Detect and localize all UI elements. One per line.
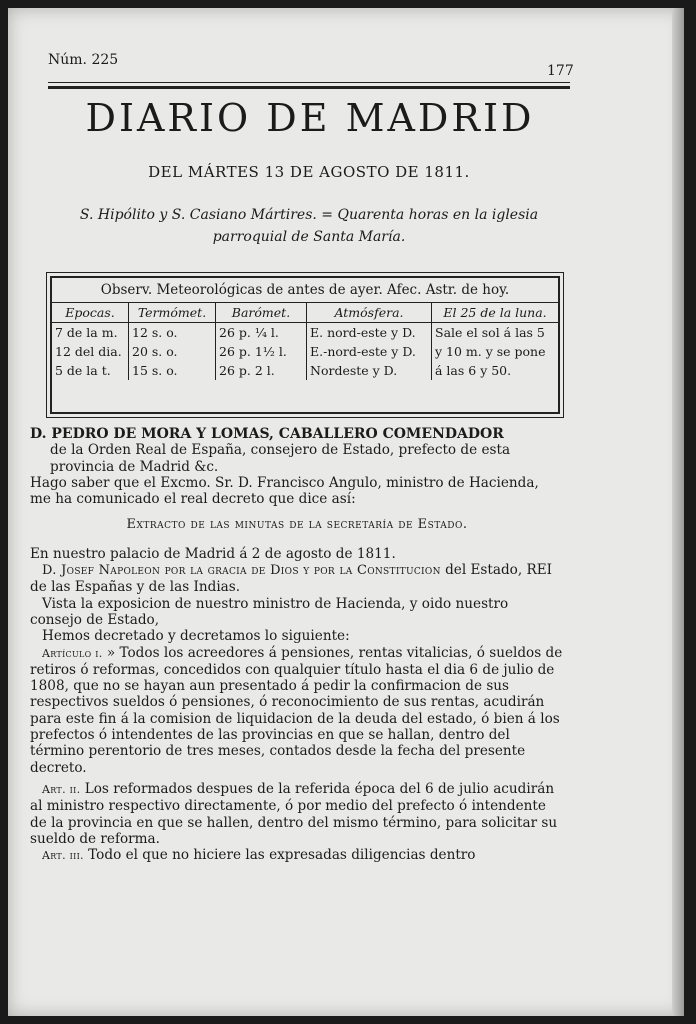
art3-text: Todo el que no hiciere las expresadas diligencias dentro [88, 847, 476, 864]
weather-title: Observ. Meteorológicas de antes de ayer. Afec. Astr. de hoy. [100, 282, 510, 298]
dateline: DEL MÁRTES 13 DE AGOSTO DE 1811. [148, 163, 470, 181]
king-line [30, 562, 564, 596]
page-edge [672, 8, 684, 1016]
art1-text: » Todos los acreedores á pensiones, rentas vitalicias, ó sueldos de retiros ó reformas, concedidos con qualquier título hasta el dia 6 de julio de 1808, que no se hayan aun presentado á pedir la confirmacion de sus respectivos sueldos ó pensiones, ó reconocimiento de sus rentas, acudirán para este fin á la comision de liquidacion de la deuda del estado, ó bien á los prefectos ó intendentes de las provincias en que se hallan, dentro del término perentorio de tres meses, contados desde la fecha del presente decreto. [30, 644, 563, 776]
top-rule [48, 82, 570, 83]
hemos-line: Hemos decretado y decretamos lo siguiente: [42, 628, 350, 645]
saints-note [48, 204, 570, 248]
article-1 [30, 645, 564, 776]
art1-label: Artículo i. [42, 646, 103, 660]
saints-line-1: S. Hipólito y S. Casiano Mártires. = Quarenta horas en la iglesia [79, 207, 539, 223]
cell-epoca: 5 de la t. [55, 363, 111, 378]
article-3 [30, 847, 564, 864]
cell-baro: 26 p. 2 l. [216, 361, 307, 380]
extract-title: Extracto de las minutas de la secretaría de Estado. [126, 517, 468, 533]
col-atmosfera: Atmósfera. [307, 303, 432, 323]
cell-termo: 15 s. o. [129, 361, 216, 380]
col-epocas: Epocas. [52, 303, 129, 323]
col-luna: El 25 de la luna. [432, 303, 559, 323]
article-heading: D. PEDRO DE MORA Y LOMAS, CABALLERO COMENDADOR [30, 426, 504, 442]
col-barometro: Barómet. [216, 303, 307, 323]
cell-atmos: E.-nord-este y D. [307, 342, 432, 361]
cell-moon: Sale el sol á las 5 y 10 m. y se pone á las 6 y 50. [432, 323, 559, 381]
weather-table [52, 302, 558, 380]
cell-atmos: E. nord-este y D. [307, 323, 432, 343]
cell-atmos: Nordeste y D. [307, 361, 432, 380]
table-row [52, 323, 558, 343]
issue-number: Núm. 225 [48, 52, 119, 68]
cell-epoca: 7 de la m. [55, 325, 118, 340]
article-body [30, 426, 564, 864]
newspaper-page [8, 8, 684, 1016]
saints-line-2: parroquial de Santa María. [212, 229, 406, 245]
cell-baro: 26 p. ¼ l. [216, 323, 307, 343]
article-2 [30, 781, 564, 847]
king-rest: del Estado, REI de las Españas y de las Indias. [30, 562, 553, 596]
cell-termo: 12 s. o. [129, 323, 216, 343]
king-prefix: D. Josef Napoleon por la gracia de Dios y por la Constitucion [42, 563, 441, 579]
art2-text: Los reformados despues de la referida época del 6 de julio acudirán al ministro respectivo directamente, ó por medio del prefecto ó intendente de la provincia en que se hallen, dentro del mismo término, para solicitar su sueldo de reforma. [30, 780, 558, 847]
top-rule-thick [48, 86, 570, 89]
art2-label: Art. ii. [42, 782, 81, 796]
article-heading-cont: de la Orden Real de España, consejero de Estado, prefecto de esta provincia de Madrid &c. [50, 442, 511, 475]
place-date: En nuestro palacio de Madrid á 2 de agosto de 1811. [30, 545, 396, 562]
cell-epoca: 12 del dia. [55, 344, 122, 359]
vista-paragraph: Vista la exposicion de nuestro ministro de Hacienda, y oido nuestro consejo de Estado, [30, 595, 509, 628]
cell-baro: 26 p. 1½ l. [216, 342, 307, 361]
masthead: DIARIO DE MADRID [85, 96, 535, 140]
page-number: 177 [547, 63, 574, 79]
weather-box [50, 276, 560, 414]
col-termometro: Termómet. [129, 303, 216, 323]
art3-label: Art. iii. [42, 849, 84, 863]
cell-termo: 20 s. o. [129, 342, 216, 361]
article-intro: Hago saber que el Excmo. Sr. D. Francisco Angulo, ministro de Hacienda, me ha comunicado el real decreto que dice así: [30, 474, 539, 508]
